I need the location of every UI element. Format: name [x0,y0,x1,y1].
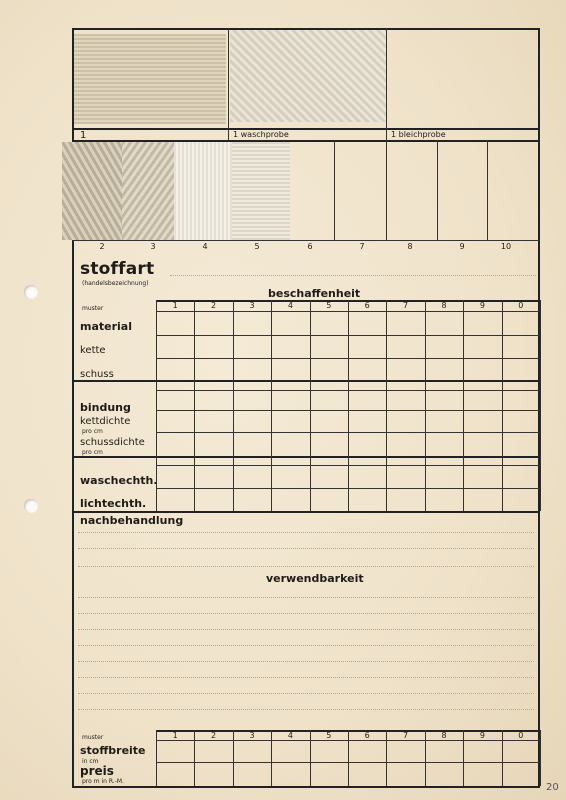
grid-vline [386,300,387,511]
bottom-column-header-9: 9 [479,731,485,740]
nachbehandlung-label: nachbehandlung [80,514,184,527]
grid-vline [233,300,234,511]
ruled-line [78,566,534,567]
grid-vline-bottom [348,730,349,786]
grid-vline-bottom [425,730,426,786]
bottom-column-header-8: 8 [441,731,447,740]
stoffbreite-label: stoffbreite [80,744,146,757]
material-label: material [80,320,132,333]
grid-vline [310,300,311,511]
stoffart-title: stoffart [80,259,155,279]
muster-label: muster [82,305,104,312]
ruled-line [78,693,534,694]
ruled-line [78,613,534,614]
label-waschprobe: 1 waschprobe [233,130,289,139]
ruled-line [78,677,534,678]
bottom-column-header-3: 3 [249,731,255,740]
punch-hole-bottom [24,499,38,513]
fabric-swatch-2 [62,142,122,240]
fabric-swatch-4 [174,142,232,240]
waschechtheit-label: waschechth. [80,474,158,487]
bottom-column-header-5: 5 [326,731,332,740]
ruled-line [78,532,534,533]
ruled-line [78,661,534,662]
bottom-column-header-10: 0 [518,731,524,740]
column-header-2: 2 [211,301,217,310]
grid-vline-bottom [463,730,464,786]
grid-vline-bottom [386,730,387,786]
beschaffenheit-heading: beschaffenheit [268,287,361,300]
grid-vline [194,300,195,511]
ruled-line [78,629,534,630]
column-header-7: 7 [403,301,409,310]
column-header-10: 0 [518,301,524,310]
label-bleichprobe: 1 bleichprobe [391,130,446,139]
verwendbarkeit-heading: verwendbarkeit [266,572,364,585]
grid-vline [348,300,349,511]
column-header-3: 3 [249,301,255,310]
grid-vline [271,300,272,511]
bottom-column-header-7: 7 [403,731,409,740]
grid-vline-bottom [310,730,311,786]
lichtechtheit-label: lichtechth. [80,497,147,510]
grid-vline-bottom [502,730,503,786]
kettdichte-label: kettdichte [80,416,131,427]
kette-label: kette [80,345,106,356]
fabric-swatch-wash [230,30,386,122]
ruled-line [78,709,534,710]
bindung-label: bindung [80,401,131,414]
grid-vline-bottom [540,730,541,786]
grid-vline [156,300,157,511]
ruled-line [78,645,534,646]
column-header-4: 4 [287,301,293,310]
label-sample-1: 1 [80,130,87,141]
ruled-line [78,597,534,598]
top-swatch-divider [72,128,540,130]
grid-vline [540,300,541,511]
schussdichte-label: schussdichte [80,437,145,448]
grid-vline [502,300,503,511]
bottom-column-header-6: 6 [364,731,370,740]
fabric-swatch-5 [232,142,290,240]
bottom-column-header-2: 2 [211,731,217,740]
grid-vline [425,300,426,511]
ruled-line [78,548,534,549]
fabric-swatch-1 [74,34,226,124]
bottom-column-header-4: 4 [287,731,293,740]
grid-vline-bottom [233,730,234,786]
column-header-9: 9 [479,301,485,310]
column-header-1: 1 [172,301,178,310]
bottom-column-header-1: 1 [172,731,178,740]
preis-label: preis [80,764,114,778]
grid-vline-bottom [271,730,272,786]
fabric-swatch-3 [122,142,174,240]
schuss-label: schuss [80,369,114,380]
grid-vline-bottom [194,730,195,786]
grid-vline [463,300,464,511]
column-header-6: 6 [364,301,370,310]
column-header-8: 8 [441,301,447,310]
punch-hole-top [24,285,38,299]
stoffart-subtitle: (handelsbezeichnung) [82,280,149,287]
grid-vline-bottom [156,730,157,786]
page-mark: 20 [546,782,559,793]
column-header-5: 5 [326,301,332,310]
